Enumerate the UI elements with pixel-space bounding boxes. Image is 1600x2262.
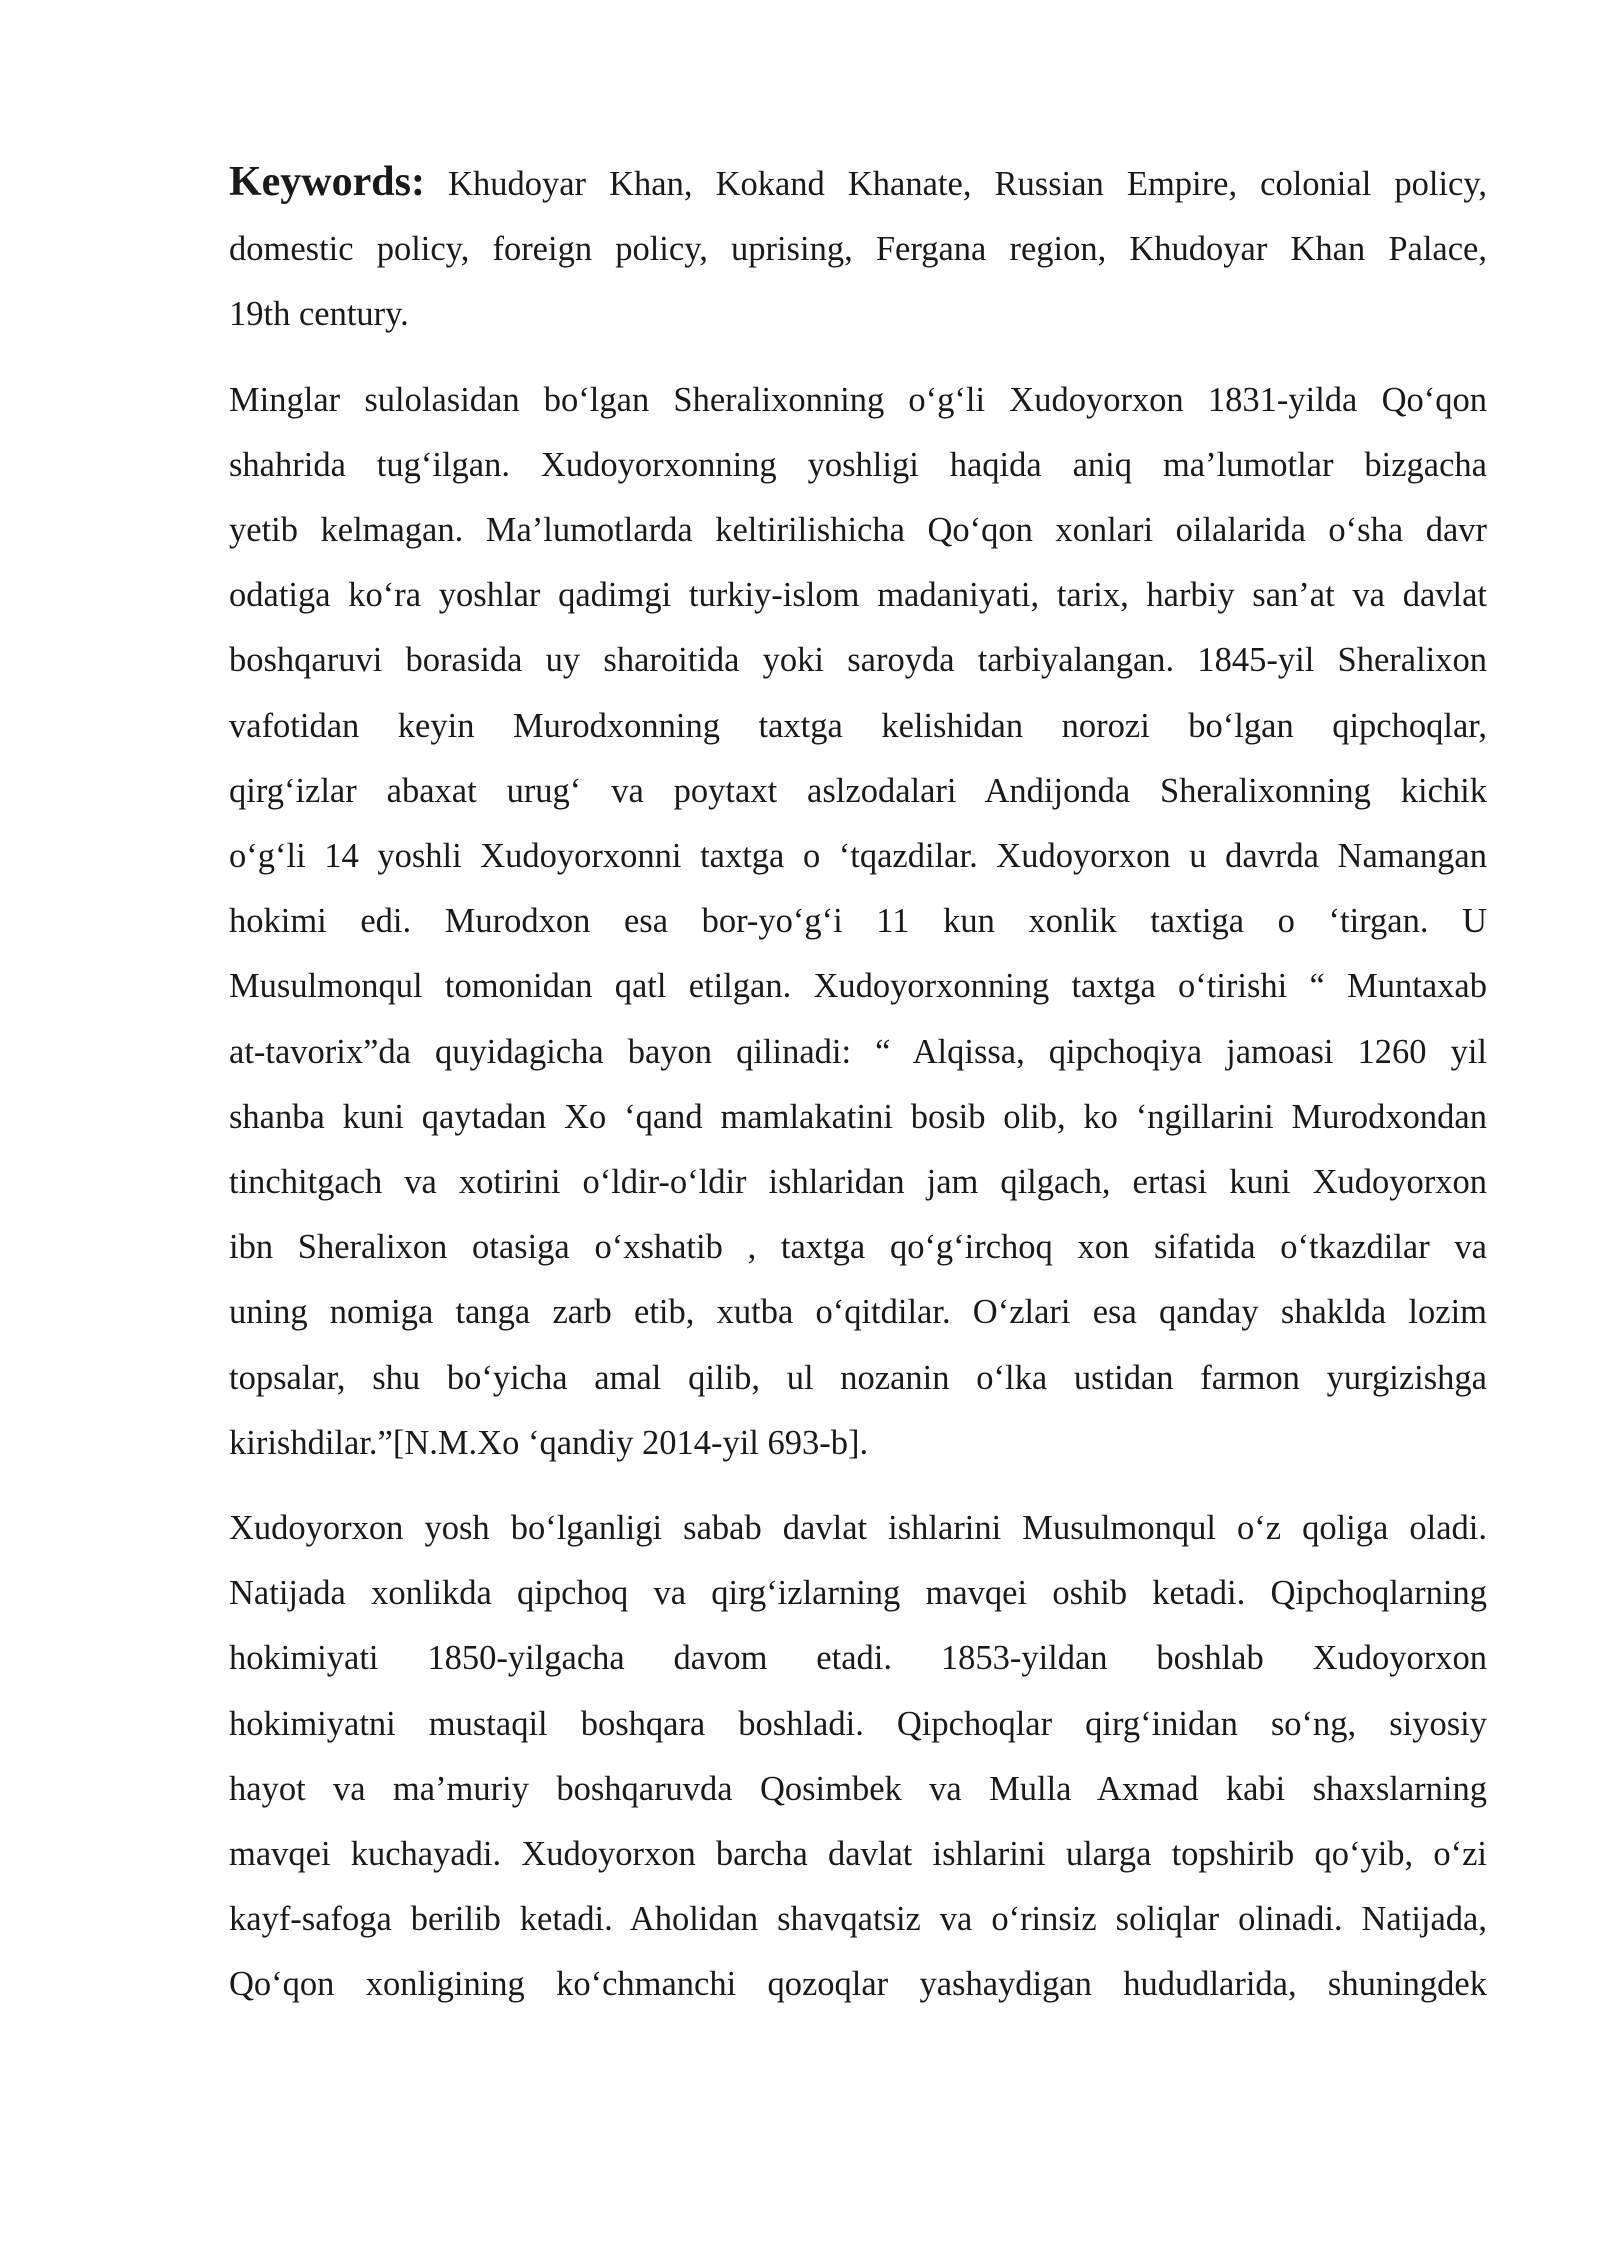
text-line: odatiga ko‘ra yoshlar qadimgi turkiy-islom madaniyati, tarix, harbiy san’at va davlat — [229, 576, 1487, 615]
text-line: hayot va ma’muriy boshqaruvda Qosimbek va Mulla Axmad kabi shaxslarning — [229, 1769, 1487, 1808]
keywords-label: Keywords: — [229, 159, 425, 205]
text-line: hokimi edi. Murodxon esa bor-yo‘g‘i 11 kun xonlik taxtiga o ‘tirgan. U — [229, 902, 1487, 941]
body-paragraph-2 — [229, 1496, 1487, 2018]
text-line: tinchitgach va xotirini o‘ldir-o‘ldir ishlaridan jam qilgach, ertasi kuni Xudoyorxon — [229, 1163, 1487, 1202]
text-line: Qo‘qon xonligining ko‘chmanchi qozoqlar yashaydigan hududlarida, shuningdek — [229, 1965, 1487, 2004]
keywords-line — [229, 150, 1487, 217]
text-line: vafotidan keyin Murodxonning taxtga kelishidan norozi bo‘lgan qipchoqlar, — [229, 706, 1487, 745]
text-line: at-tavorix”da quyidagicha bayon qilinadi: “ Alqissa, qipchoqiya jamoasi 1260 yil — [229, 1032, 1487, 1071]
text-line: hokimiyati 1850-yilgacha davom etadi. 1853-yildan boshlab Xudoyorxon — [229, 1639, 1487, 1678]
text-line: Minglar sulolasidan bo‘lgan Sheralixonning o‘g‘li Xudoyorxon 1831-yilda Qo‘qon — [229, 380, 1487, 419]
body-paragraph-1 — [229, 368, 1487, 1476]
text-line: Musulmonqul tomonidan qatl etilgan. Xudoyorxonning taxtga o‘tirishi “ Muntaxab — [229, 967, 1487, 1006]
keywords-line: 19th century. — [229, 295, 409, 334]
text-line: Natijada xonlikda qipchoq va qirg‘izlarning mavqei oshib ketadi. Qipchoqlarning — [229, 1574, 1487, 1613]
text-line: boshqaruvi borasida uy sharoitida yoki saroyda tarbiyalangan. 1845-yil Sheralixon — [229, 641, 1487, 680]
text-line: hokimiyatni mustaqil boshqara boshladi. Qipchoqlar qirg‘inidan so‘ng, siyosiy — [229, 1704, 1487, 1743]
text-line: Xudoyorxon yosh bo‘lganligi sabab davlat ishlarini Musulmonqul o‘z qoliga oladi. — [229, 1509, 1487, 1548]
keywords-text: Khudoyar Khan, Kokand Khanate, Russian Empire, colonial policy, — [424, 165, 1487, 203]
text-line: uning nomiga tanga zarb etib, xutba o‘qitdilar. O‘zlari esa qanday shaklda lozim — [229, 1293, 1487, 1332]
text-line: qirg‘izlar abaxat urug‘ va poytaxt aslzodalari Andijonda Sheralixonning kichik — [229, 771, 1487, 810]
text-line: yetib kelmagan. Ma’lumotlarda keltirilishicha Qo‘qon xonlari oilalarida o‘sha davr — [229, 511, 1487, 550]
text-line: ibn Sheralixon otasiga o‘xshatib , taxtga qo‘g‘irchoq xon sifatida o‘tkazdilar va — [229, 1228, 1487, 1267]
text-line: o‘g‘li 14 yoshli Xudoyorxonni taxtga o ‘tqazdilar. Xudoyorxon u davrda Namangan — [229, 837, 1487, 876]
keywords-line: domestic policy, foreign policy, uprising, Fergana region, Khudoyar Khan Palace, — [229, 230, 1487, 269]
text-line: mavqei kuchayadi. Xudoyorxon barcha davlat ishlarini ularga topshirib qo‘yib, o‘zi — [229, 1835, 1487, 1874]
text-line: kayf-safoga berilib ketadi. Aholidan shavqatsiz va o‘rinsiz soliqlar olinadi. Natijada, — [229, 1900, 1487, 1939]
document-page — [229, 150, 1487, 2038]
text-line: shanba kuni qaytadan Xo ‘qand mamlakatini bosib olib, ko ‘ngillarini Murodxondan — [229, 1097, 1487, 1136]
text-line: topsalar, shu bo‘yicha amal qilib, ul nozanin o‘lka ustidan farmon yurgizishga — [229, 1358, 1487, 1397]
text-line: kirishdilar.”[N.M.Xo ‘qandiy 2014-yil 693-b]. — [229, 1423, 869, 1462]
keywords-paragraph — [229, 150, 1487, 348]
text-line: shahrida tug‘ilgan. Xudoyorxonning yoshligi haqida aniq ma’lumotlar bizgacha — [229, 445, 1487, 484]
